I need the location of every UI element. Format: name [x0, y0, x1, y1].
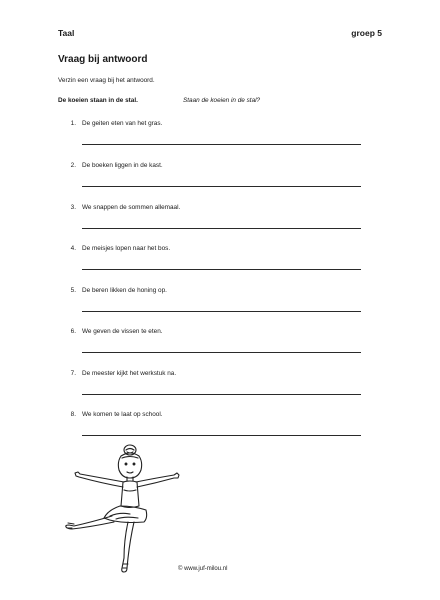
- exercise-item: [66, 162, 366, 192]
- answer-line[interactable]: [82, 311, 361, 312]
- item-text: De beren likken de honing op.: [82, 287, 167, 294]
- answer-line[interactable]: [82, 435, 361, 436]
- item-number: 4.: [70, 245, 76, 252]
- item-text: We geven de vissen te eten.: [82, 328, 163, 335]
- item-text: De meester kijkt het werkstuk na.: [82, 370, 177, 377]
- item-number: 3.: [70, 204, 76, 211]
- item-text: We komen te laat op school.: [82, 411, 163, 418]
- exercise-item: [66, 120, 366, 150]
- answer-line[interactable]: [82, 394, 361, 395]
- group-label: groep 5: [351, 28, 382, 38]
- item-number: 5.: [70, 287, 76, 294]
- item-number: 7.: [70, 370, 76, 377]
- item-text: De meisjes lopen naar het bos.: [82, 245, 171, 252]
- answer-line[interactable]: [82, 352, 361, 353]
- example-statement: De koeien staan in de stal.: [58, 97, 138, 104]
- exercise-item: [66, 411, 366, 441]
- page-title: Vraag bij antwoord: [58, 54, 148, 65]
- example-question: Staan de koeien in de stal?: [183, 97, 261, 104]
- answer-line[interactable]: [82, 269, 361, 270]
- item-text: We snappen de sommen allemaal.: [82, 204, 181, 211]
- item-number: 1.: [70, 120, 76, 127]
- answer-line[interactable]: [82, 144, 361, 145]
- exercise-item: [66, 204, 366, 234]
- ballerina-drawing-icon: [50, 444, 190, 584]
- answer-line[interactable]: [82, 228, 361, 229]
- item-text: De geiten eten van het gras.: [82, 120, 163, 127]
- answer-line[interactable]: [82, 186, 361, 187]
- exercise-item: [66, 287, 366, 317]
- copyright-footer: © www.juf-milou.nl: [178, 566, 228, 572]
- exercise-item: [66, 370, 366, 400]
- subject-label: Taal: [58, 28, 75, 38]
- item-number: 6.: [70, 328, 76, 335]
- item-number: 2.: [70, 162, 76, 169]
- item-text: De boeken liggen in de kast.: [82, 162, 163, 169]
- exercise-item: [66, 245, 366, 275]
- instruction-text: Verzin een vraag bij het antwoord.: [58, 77, 155, 84]
- item-number: 8.: [70, 411, 76, 418]
- exercise-item: [66, 328, 366, 358]
